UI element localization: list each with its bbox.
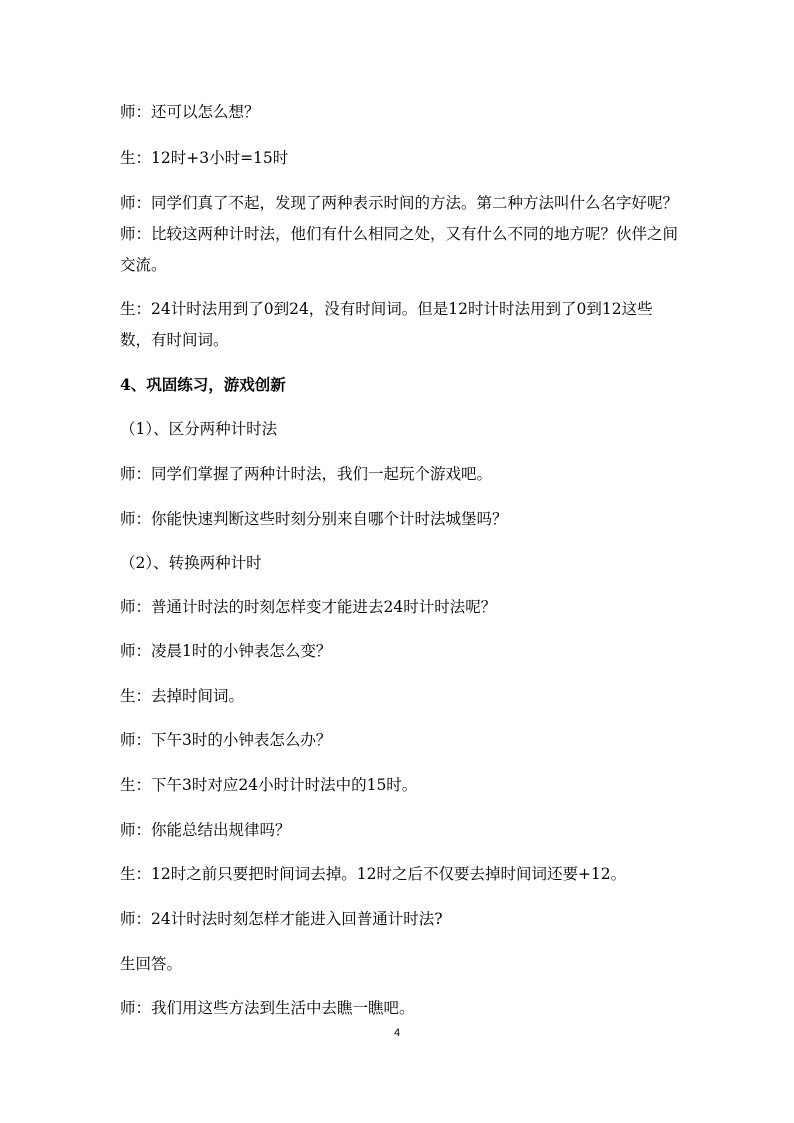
paragraph-student-remove: 生：去掉时间词。 [120,687,245,705]
paragraph-teacher-life: 师：我们用这些方法到生活中去瞧一瞧吧。 [120,999,415,1017]
paragraph-teacher-question: 师：还可以怎么想？ [120,103,260,121]
subsection-heading-2: （2）、转换两种计时 [120,554,262,572]
paragraph-teacher-convert: 师：普通计时法的时刻怎样变才能进去24时计时法呢？ [120,598,497,616]
paragraph-teacher-compare: 师：同学们真了不起，发现了两种表示时间的方法。第二种方法叫什么名字好呢？师：比较这两种计时法，他们有什么相同之处，又有什么不同的地方呢？伙伴之间交流。 [120,194,679,274]
page-number: 4 [393,1027,401,1039]
paragraph-student-difference: 生：24计时法用到了0到24，没有时间词。但是12时计时法用到了0到12这些数，有时间词。 [120,300,653,349]
paragraph-teacher-back: 师：24计时法时刻怎样才能进入回普通计时法? [120,910,443,928]
paragraph-teacher-rule: 师：你能总结出规律吗？ [120,821,291,839]
paragraph-teacher-3pm: 师：下午3时的小钟表怎么办？ [120,731,332,749]
paragraph-teacher-game: 师：同学们掌握了两种计时法，我们一起玩个游戏吧。 [120,465,493,483]
subsection-heading-1: （1）、区分两种计时法 [120,420,278,438]
paragraph-student-15: 生：下午3时对应24小时计时法中的15时。 [120,776,418,794]
paragraph-student-rule: 生：12时之前只要把时间词去掉。12时之后不仅要去掉时间词还要+12。 [120,865,627,883]
paragraph-teacher-judge: 师：你能快速判断这些时刻分别来自哪个计时法城堡吗？ [120,510,508,528]
paragraph-student-reply: 生回答。 [120,955,183,973]
paragraph-teacher-1am: 师：凌晨1时的小钟表怎么变？ [120,642,332,660]
paragraph-student-answer: 生：12时+3小时=15时 [120,149,289,167]
section-heading: 4、巩固练习，游戏创新 [120,375,286,394]
